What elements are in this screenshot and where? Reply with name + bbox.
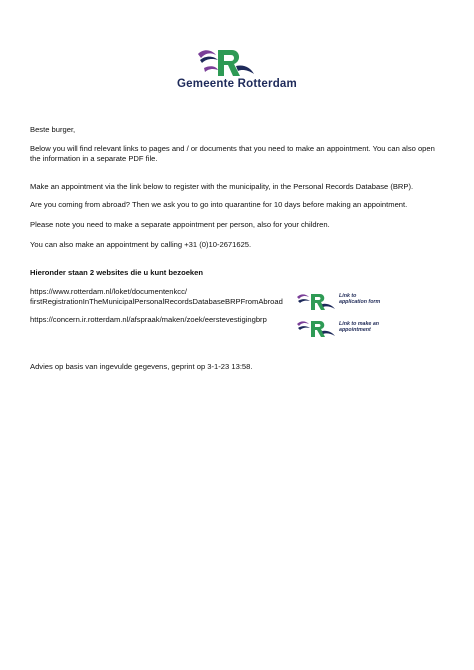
websites-heading: Hieronder staan 2 websites die u kunt bezoeken <box>30 268 204 277</box>
intro-paragraph: Below you will find relevant links to pages and / or documents that you need to make an appointment. You can also open the information in a separate PDF file. <box>30 144 435 164</box>
application-form-link-label-line1: Link to <box>339 293 357 299</box>
appointment-link-icon[interactable] <box>296 319 336 339</box>
appointment-link-label[interactable] <box>339 321 379 333</box>
application-form-link-label-line2: application form <box>339 299 381 306</box>
phone-info: You can also make an appointment by calling +31 (0)10-2671625. <box>30 240 252 249</box>
application-form-link-icon[interactable] <box>296 292 336 312</box>
application-form-link-label[interactable] <box>339 293 380 305</box>
separate-appointment-info: Please note you need to make a separate appointment per person, also for your children. <box>30 220 330 229</box>
organization-name: Gemeente Rotterdam <box>177 78 297 90</box>
appointment-link-label-line2: appointment <box>339 327 371 334</box>
application-form-url-line2[interactable]: firstRegistrationInTheMunicipalPersonalRecordsDatabaseBRPFromAbroad <box>30 297 283 306</box>
register-info: Make an appointment via the link below to register with the municipality, in the Personal Records Database (BRP). <box>30 182 414 191</box>
application-form-url-line1[interactable]: https://www.rotterdam.nl/loket/documentenkcc/ <box>30 287 188 296</box>
appointment-url[interactable]: https://concern.ir.rotterdam.nl/afspraak/maken/zoek/eerstevestigingbrp <box>30 315 267 324</box>
greeting: Beste burger, <box>30 125 76 134</box>
appointment-link-label-line1: Link to make an <box>339 321 380 327</box>
rotterdam-logo-icon <box>196 46 256 82</box>
abroad-info: Are you coming from abroad? Then we ask you to go into quarantine for 10 days before making an appointment. <box>30 200 408 209</box>
advice-footer: Advies op basis van ingevulde gegevens, geprint op 3-1-23 13:58. <box>30 362 253 371</box>
